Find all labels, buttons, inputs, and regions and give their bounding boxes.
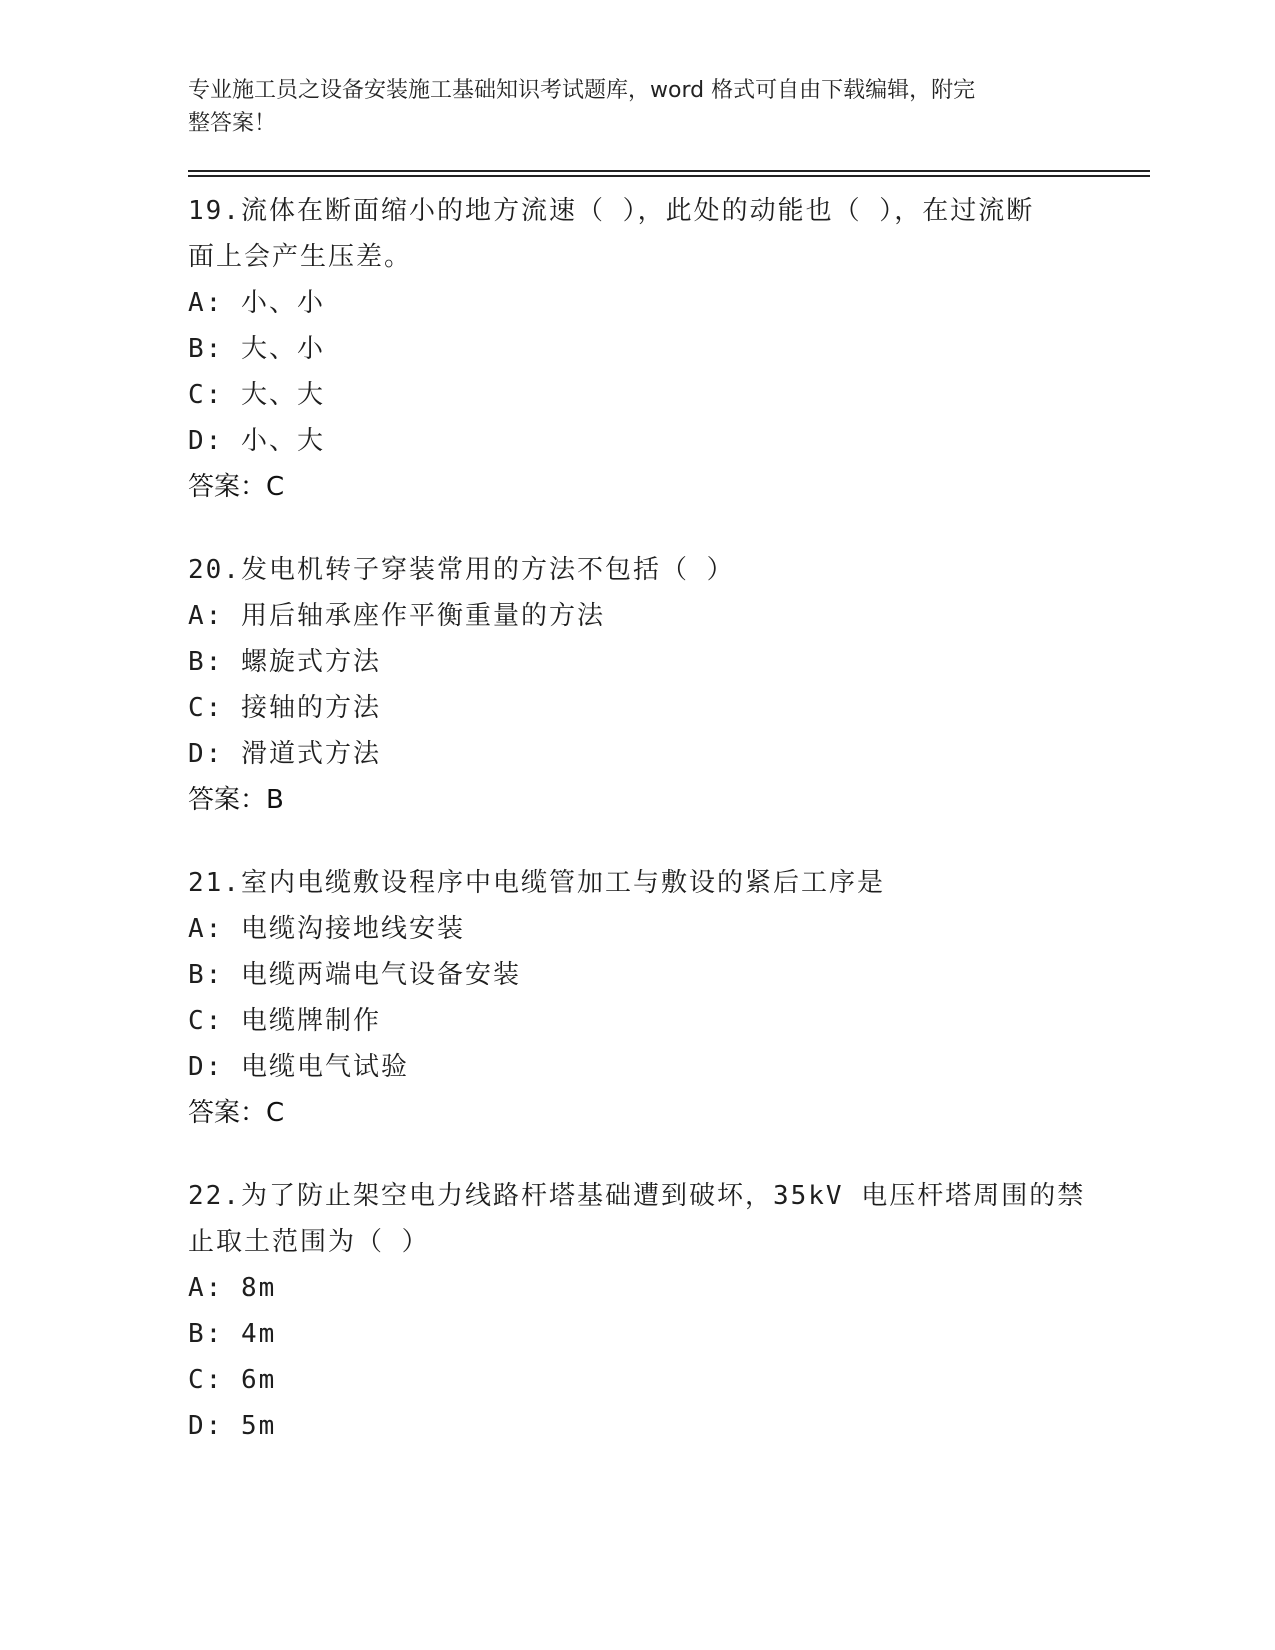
option-b: B: 大、小 (188, 334, 325, 364)
option-d: D: 5m (188, 1411, 277, 1441)
answer-label: 答案：C (188, 1098, 285, 1128)
answer-label: 答案：B (188, 785, 284, 815)
header-divider-bottom (188, 175, 1150, 177)
question-stem: 19.流体在断面缩小的地方流速（ ），此处的动能也（ ），在过流断 (188, 196, 1035, 226)
header-title-line-2: 整答案！ (188, 111, 277, 136)
header-divider-top (188, 170, 1150, 172)
option-c: C: 大、大 (188, 380, 325, 410)
option-c: C: 电缆牌制作 (188, 1006, 381, 1036)
option-c: C: 接轴的方法 (188, 693, 381, 723)
option-b: B: 螺旋式方法 (188, 647, 381, 677)
question-stem: 22.为了防止架空电力线路杆塔基础遭到破坏，35kV 电压杆塔周围的禁 (188, 1181, 1086, 1211)
option-a: A: 用后轴承座作平衡重量的方法 (188, 601, 605, 631)
option-a: A: 电缆沟接地线安装 (188, 914, 465, 944)
document-header (188, 74, 1068, 140)
question-stem: 面上会产生压差。 (188, 242, 413, 272)
option-b: B: 4m (188, 1319, 277, 1349)
answer-label: 答案：C (188, 472, 285, 502)
option-d: D: 滑道式方法 (188, 739, 381, 769)
option-a: A: 小、小 (188, 288, 325, 318)
question-stem: 止取土范围为（ ） (188, 1227, 430, 1257)
question-20 (188, 547, 1088, 823)
option-b: B: 电缆两端电气设备安装 (188, 960, 521, 990)
question-stem: 20.发电机转子穿装常用的方法不包括（ ） (188, 555, 735, 585)
option-c: C: 6m (188, 1365, 277, 1395)
question-22 (188, 1173, 1088, 1449)
question-stem: 21.室内电缆敷设程序中电缆管加工与敷设的紧后工序是 (188, 868, 885, 898)
question-list (188, 188, 1088, 1486)
question-21 (188, 860, 1088, 1136)
option-a: A: 8m (188, 1273, 277, 1303)
option-d: D: 小、大 (188, 426, 325, 456)
header-title-line-1: 专业施工员之设备安装施工基础知识考试题库，word 格式可自由下载编辑，附完 (188, 78, 976, 103)
option-d: D: 电缆电气试验 (188, 1052, 409, 1082)
question-19 (188, 188, 1088, 510)
